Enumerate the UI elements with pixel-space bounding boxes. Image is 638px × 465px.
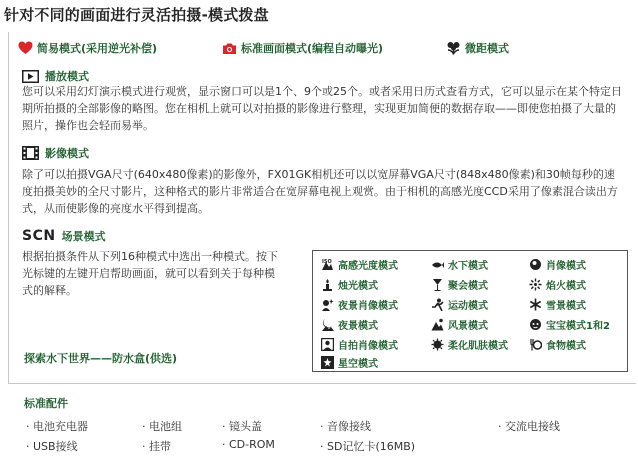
scene-mode-item[interactable] — [321, 317, 378, 332]
night-scenery-icon — [321, 318, 334, 331]
starry-sky-icon — [321, 356, 334, 369]
scene-mode-item[interactable] — [431, 337, 508, 352]
scene-mode-label: 雪景模式 — [546, 301, 586, 312]
baby-icon — [529, 318, 542, 331]
scene-mode-label: 宝宝模式1和2 — [546, 321, 610, 332]
accessory-item: · CD-ROM — [222, 438, 275, 451]
playback-heading — [22, 68, 89, 84]
night-portrait-icon — [321, 298, 334, 311]
portrait-icon — [529, 258, 542, 271]
mode-link-macro[interactable] — [446, 40, 509, 56]
movie-heading-label: 影像模式 — [45, 147, 89, 160]
self-portrait-icon — [321, 338, 334, 351]
accessories-title: 标准配件 — [24, 397, 68, 410]
scene-mode-label: 柔化肌肤模式 — [448, 341, 508, 352]
camera-icon — [222, 41, 237, 56]
sports-icon — [431, 298, 444, 311]
accessory-item: · 镜头盖 — [222, 420, 262, 433]
scene-mode-item[interactable] — [431, 297, 488, 312]
underwater-icon — [431, 258, 444, 271]
soft-skin-icon — [431, 338, 444, 351]
scene-mode-item[interactable] — [529, 257, 586, 272]
film-icon — [22, 146, 39, 160]
mode-links — [18, 40, 618, 58]
accessory-item: · 交流电接线 — [498, 420, 560, 433]
flower-icon — [446, 41, 461, 56]
playback-heading-label: 播放模式 — [45, 70, 89, 83]
movie-heading — [22, 145, 89, 161]
food-icon — [529, 338, 542, 351]
mode-link-normal[interactable] — [222, 40, 383, 56]
scene-mode-label: 肖像模式 — [546, 261, 586, 272]
accessory-item: · 挂带 — [142, 440, 171, 453]
fireworks-icon — [529, 278, 542, 291]
accessory-item: · 电池充电器 — [26, 420, 88, 433]
scene-mode-item[interactable] — [321, 355, 378, 370]
scene-mode-item[interactable] — [529, 277, 586, 292]
scene-mode-item[interactable] — [529, 317, 610, 332]
scene-description: 根据拍摄条件从下列16种模式中选出一种模式。按下光标键的左键开启帮助画面，就可以看到关于每种模式的解释。 — [22, 250, 278, 297]
scene-mode-label: 运动模式 — [448, 301, 488, 312]
candle-icon — [321, 278, 334, 291]
playback-description: 您可以采用幻灯演示模式进行观赏，显示窗口可以是1个、9个或25个。或者采用日历式查看方式，它可以显示在某个特定日期所拍摄的全部影像的略图。您在相机上就可以对拍摄的影像进行整理，实现更加简便的数据存取——即使您拍摄了大量的照片，操作也会轻而易举。 — [22, 85, 622, 132]
mode-link-label: 简易模式(采用逆光补偿) — [37, 42, 158, 55]
scenery-icon — [431, 318, 444, 331]
underwater-case-link[interactable]: 探索水下世界——防水盒(供选) — [24, 352, 178, 365]
scene-mode-list — [312, 250, 628, 372]
play-icon — [22, 69, 39, 83]
scene-mode-item[interactable] — [321, 257, 398, 272]
scene-mode-label: 风景模式 — [448, 321, 488, 332]
scene-mode-item[interactable] — [431, 257, 488, 272]
scn-label: SCN — [22, 228, 56, 244]
scene-mode-label: 烛光模式 — [338, 281, 378, 292]
scene-mode-label: 自拍肖像模式 — [338, 341, 398, 352]
accessory-item: · 电池组 — [142, 420, 182, 433]
scene-mode-label: 星空模式 — [338, 359, 378, 370]
scene-mode-label: 聚会模式 — [448, 281, 488, 292]
scene-mode-item[interactable] — [321, 337, 398, 352]
scene-heading — [22, 228, 106, 244]
high-sensitivity-icon — [321, 258, 334, 271]
scene-mode-item[interactable] — [529, 297, 586, 312]
snow-icon — [529, 298, 542, 311]
page-title: 针对不同的画面进行灵活拍摄-模式拨盘 — [4, 6, 269, 24]
mode-link-easy[interactable] — [18, 40, 157, 56]
scene-mode-label: 夜景模式 — [338, 321, 378, 332]
scene-mode-item[interactable] — [431, 317, 488, 332]
scene-mode-label: 食物模式 — [546, 341, 586, 352]
mode-link-label: 微距模式 — [465, 42, 509, 55]
scene-mode-item[interactable] — [431, 277, 488, 292]
accessory-item: · 音像接线 — [320, 420, 371, 433]
scene-mode-item[interactable] — [321, 297, 398, 312]
scene-mode-item[interactable] — [529, 337, 586, 352]
party-icon — [431, 278, 444, 291]
mode-link-label: 标准画面模式(编程自动曝光) — [241, 42, 384, 55]
heart-icon — [18, 41, 33, 56]
scene-mode-label: 高感光度模式 — [338, 261, 398, 272]
scene-mode-label: 夜景肖像模式 — [338, 301, 398, 312]
scene-mode-label: 焰火模式 — [546, 281, 586, 292]
accessory-item: · SD记忆卡(16MB) — [320, 440, 416, 453]
svg-text:ISO: ISO — [322, 259, 332, 265]
scene-mode-label: 水下模式 — [448, 261, 488, 272]
scene-heading-label: 场景模式 — [61, 230, 106, 243]
movie-description: 除了可以拍摄VGA尺寸(640x480像素)的影像外，FX01GK相机还可以以宽屏幕VGA尺寸(848x480像素)和30帧每秒的速度拍摄美妙的全尺寸影片，这种格式的影片非常适合在宽屏幕电视上观赏。由于相机的高感光度CCD采用了像素混合读出方式，从而使影像的亮度水平得到提高。 — [22, 168, 618, 215]
scene-mode-item[interactable] — [321, 277, 378, 292]
accessory-item: · USB接线 — [26, 440, 78, 453]
